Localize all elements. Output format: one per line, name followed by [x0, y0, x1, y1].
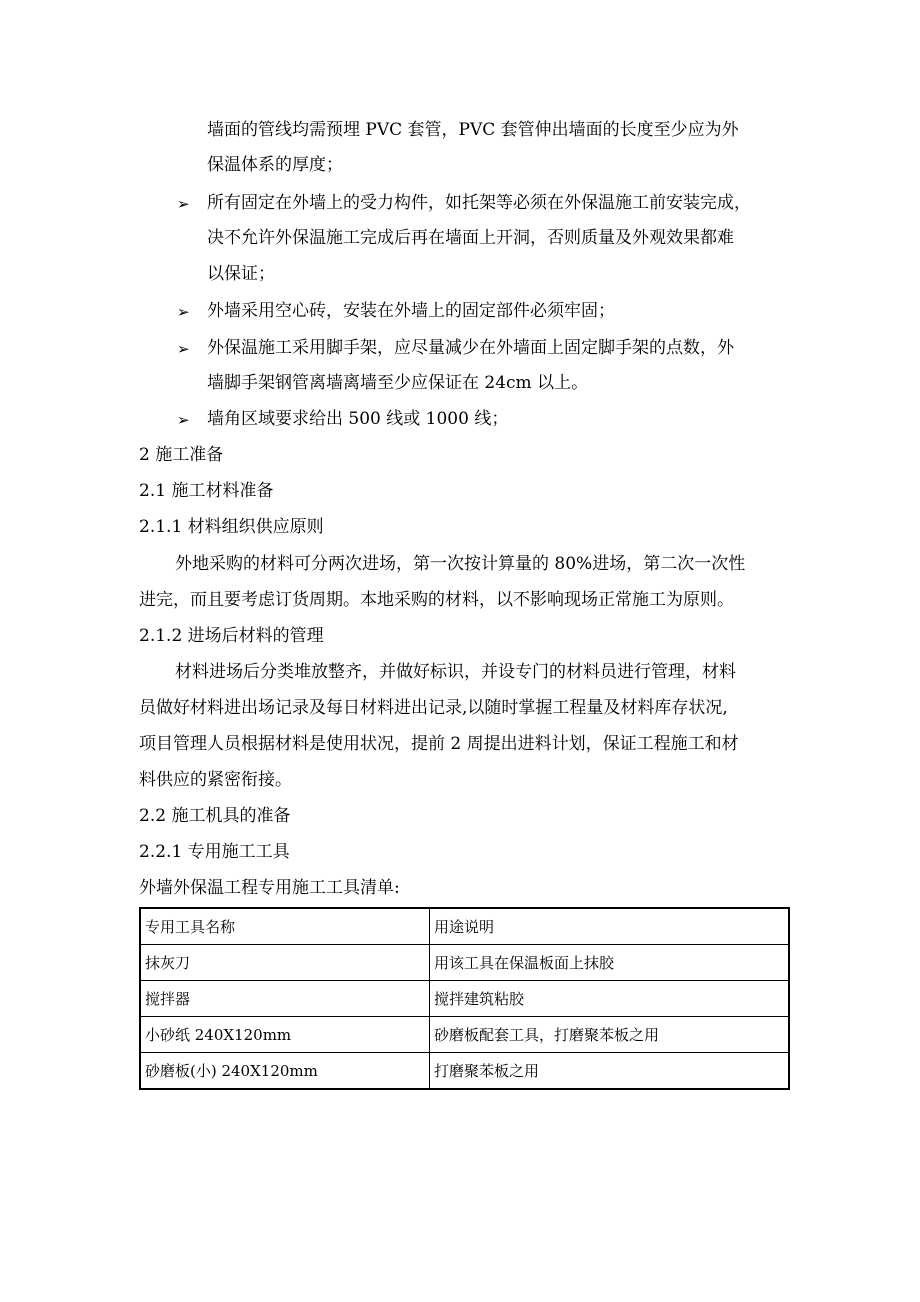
table-cell: 搅拌建筑粘胶 [430, 981, 790, 1017]
text-line: 所有固定在外墙上的受力构件，如托架等必须在外保温施工前安装完成， [207, 193, 751, 213]
table-header-cell: 专用工具名称 [140, 908, 430, 945]
bullet-arrow-icon: ➢ [177, 195, 190, 213]
section-heading: 2.1 施工材料准备 [139, 481, 274, 501]
table-cell: 抹灰刀 [140, 945, 430, 981]
bullet-arrow-icon: ➢ [177, 303, 190, 321]
table-cell: 砂磨板(小) 240X120mm [140, 1053, 430, 1090]
text-line: 料供应的紧密衔接。 [139, 770, 292, 790]
section-heading: 2 施工准备 [139, 445, 224, 465]
text-line: 员做好材料进出场记录及每日材料进出记录,以随时掌握工程量及材料库存状况, [139, 698, 728, 718]
table-header-cell: 用途说明 [430, 908, 790, 945]
table-cell: 打磨聚苯板之用 [430, 1053, 790, 1090]
text-line: 外保温施工采用脚手架，应尽量减少在外墙面上固定脚手架的点数，外 [207, 338, 734, 358]
table-row [140, 981, 789, 1017]
section-heading: 2.2.1 专用施工工具 [139, 842, 290, 862]
bullet-arrow-icon: ➢ [177, 411, 190, 429]
table-header-row [140, 908, 789, 945]
table-row [140, 1053, 789, 1090]
text-line: 墙角区域要求给出 500 线或 1000 线； [207, 409, 509, 429]
text-line: 墙面的管线均需预埋 PVC 套管，PVC 套管伸出墙面的长度至少应为外 [207, 120, 739, 140]
table-cell: 搅拌器 [140, 981, 430, 1017]
text-line: 项目管理人员根据材料是使用状况，提前 2 周提出进料计划，保证工程施工和材 [139, 734, 739, 754]
bullet-arrow-icon: ➢ [177, 340, 190, 358]
section-heading: 2.1.2 进场后材料的管理 [139, 626, 324, 646]
text-line: 墙脚手架钢管离墙离墙至少应保证在 24cm 以上。 [207, 373, 589, 393]
table-row [140, 1017, 789, 1053]
table-cell: 小砂纸 240X120mm [140, 1017, 430, 1053]
text-line: 进完，而且要考虑订货周期。本地采购的材料，以不影响现场正常施工为原则。 [139, 590, 734, 610]
text-line: 决不允许外保温施工完成后再在墙面上开洞，否则质量及外观效果都难 [207, 228, 734, 248]
text-line: 保温体系的厚度； [207, 155, 343, 175]
text-line: 材料进场后分类堆放整齐，并做好标识，并设专门的材料员进行管理，材料 [175, 662, 736, 682]
section-heading: 2.2 施工机具的准备 [139, 806, 291, 826]
table-caption: 外墙外保温工程专用施工工具清单: [139, 878, 400, 898]
table-cell: 用该工具在保温板面上抹胶 [430, 945, 790, 981]
text-line: 外地采购的材料可分两次进场，第一次按计算量的 80%进场，第二次一次性 [175, 554, 746, 574]
text-line: 外墙采用空心砖，安装在外墙上的固定部件必须牢固； [207, 301, 615, 321]
tools-table [139, 907, 790, 1090]
table-cell: 砂磨板配套工具，打磨聚苯板之用 [430, 1017, 790, 1053]
section-heading: 2.1.1 材料组织供应原则 [139, 517, 324, 537]
text-line: 以保证； [207, 264, 275, 284]
table-row [140, 945, 789, 981]
